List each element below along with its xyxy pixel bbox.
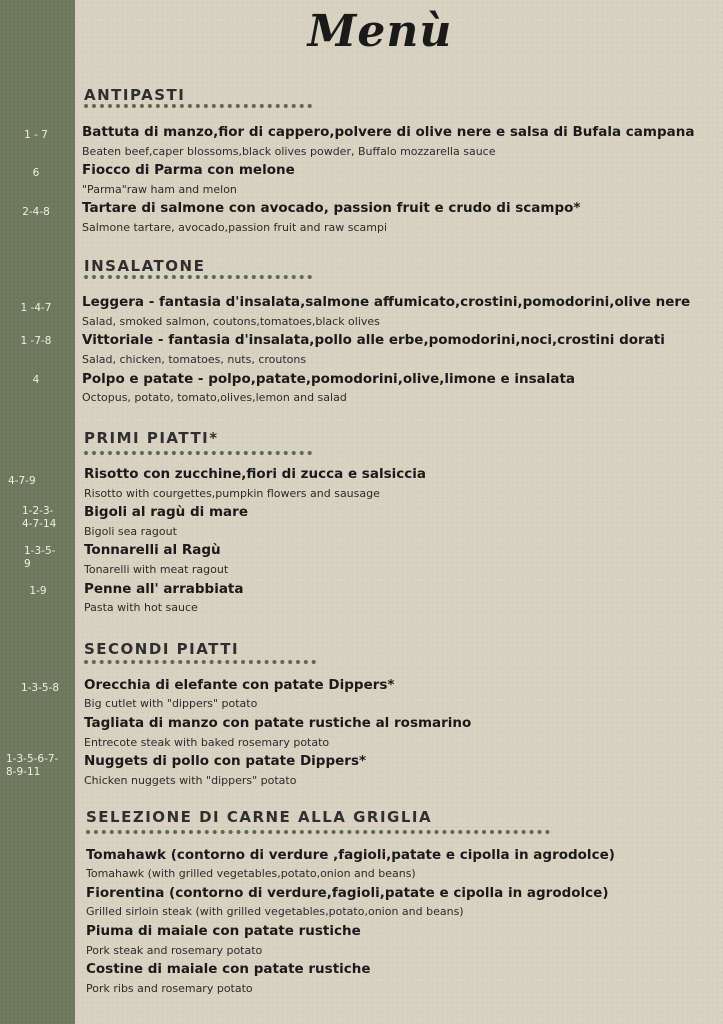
allergen-code: 1-3-5-8 — [20, 682, 60, 694]
dish-description: Bigoli sea ragout — [84, 525, 177, 538]
allergen-code: 4 — [32, 374, 40, 386]
allergen-code: 1 -4-7 — [20, 302, 52, 314]
dish-description: Chicken nuggets with "dippers" potato — [84, 774, 297, 787]
dish-description: Salad, chicken, tomatoes, nuts, croutons — [82, 353, 307, 366]
dish-description: Tomahawk (with grilled vegetables,potato,onion and beans) — [86, 867, 416, 880]
section-divider — [84, 275, 312, 279]
dish-description: Pork ribs and rosemary potato — [86, 982, 253, 995]
dish-name: Tagliata di manzo con patate rustiche al rosmarino — [84, 715, 472, 731]
section-heading-primi-piatti: PRIMI PIATTI* — [84, 429, 219, 447]
dish-name: Tartare di salmone con avocado, passion fruit e crudo di scampo* — [82, 200, 581, 216]
allergen-code: 1-3-5-6-7- 8-9-11 — [6, 753, 59, 778]
dish-description: Pork steak and rosemary potato — [86, 944, 263, 957]
section-divider — [84, 660, 316, 664]
dish-name: Orecchia di elefante con patate Dippers* — [84, 677, 395, 693]
allergen-code: 1 - 7 — [24, 129, 48, 141]
dish-name: Nuggets di pollo con patate Dippers* — [84, 753, 367, 769]
dish-name: Piuma di maiale con patate rustiche — [86, 923, 361, 939]
dish-description: "Parma"raw ham and melon — [82, 183, 237, 196]
dish-name: Bigoli al ragù di mare — [84, 504, 248, 520]
allergen-code: 1-3-5- 9 — [24, 545, 56, 570]
dish-name: Fiocco di Parma con melone — [82, 162, 295, 178]
section-divider — [86, 830, 550, 834]
section-heading-insalatone: INSALATONE — [84, 257, 206, 275]
dish-description: Pasta with hot sauce — [84, 601, 198, 614]
menu-title: Menù — [307, 6, 453, 57]
dish-description: Big cutlet with "dippers" potato — [84, 697, 258, 710]
dish-name: Tonnarelli al Ragù — [84, 542, 221, 558]
dish-name: Battuta di manzo,fior di cappero,polvere di olive nere e salsa di Bufala campana — [82, 124, 695, 140]
section-divider — [84, 104, 312, 108]
dish-name: Vittoriale - fantasia d'insalata,pollo alle erbe,pomodorini,noci,crostini dorati — [82, 332, 665, 348]
dish-name: Risotto con zucchine,fiori di zucca e salsiccia — [84, 466, 426, 482]
section-heading-selezione-carne: SELEZIONE DI CARNE ALLA GRIGLIA — [86, 808, 433, 826]
allergen-code: 1-9 — [29, 585, 47, 597]
dish-description: Entrecote steak with baked rosemary potato — [84, 736, 330, 749]
dish-description: Tonarelli with meat ragout — [84, 563, 229, 576]
allergen-code: 1 -7-8 — [20, 335, 52, 347]
dish-name: Tomahawk (contorno di verdure ,fagioli,patate e cipolla in agrodolce) — [86, 847, 615, 863]
dish-name: Leggera - fantasia d'insalata,salmone affumicato,crostini,pomodorini,olive nere — [82, 294, 691, 310]
dish-description: Risotto with courgettes,pumpkin flowers and sausage — [84, 487, 380, 500]
section-heading-secondi-piatti: SECONDI PIATTI — [84, 640, 240, 658]
dish-name: Polpo e patate - polpo,patate,pomodorini,olive,limone e insalata — [82, 371, 576, 387]
section-heading-antipasti: ANTIPASTI — [84, 86, 186, 104]
dish-name: Penne all' arrabbiata — [84, 581, 244, 597]
allergen-code: 2-4-8 — [22, 206, 50, 218]
section-divider — [84, 451, 312, 455]
dish-description: Beaten beef,caper blossoms,black olives powder, Buffalo mozzarella sauce — [82, 145, 496, 158]
dish-description: Salad, smoked salmon, coutons,tomatoes,black olives — [82, 315, 380, 328]
dish-description: Grilled sirloin steak (with grilled vegetables,potato,onion and beans) — [86, 905, 464, 918]
dish-description: Salmone tartare, avocado,passion fruit and raw scampi — [82, 221, 388, 234]
dish-description: Octopus, potato, tomato,olives,lemon and salad — [82, 391, 347, 404]
allergen-code: 6 — [32, 167, 40, 179]
allergen-code: 4-7-9 — [8, 475, 36, 487]
allergen-code: 1-2-3- 4-7-14 — [22, 505, 57, 530]
dish-name: Costine di maiale con patate rustiche — [86, 961, 371, 977]
dish-name: Fiorentina (contorno di verdure,fagioli,patate e cipolla in agrodolce) — [86, 885, 609, 901]
